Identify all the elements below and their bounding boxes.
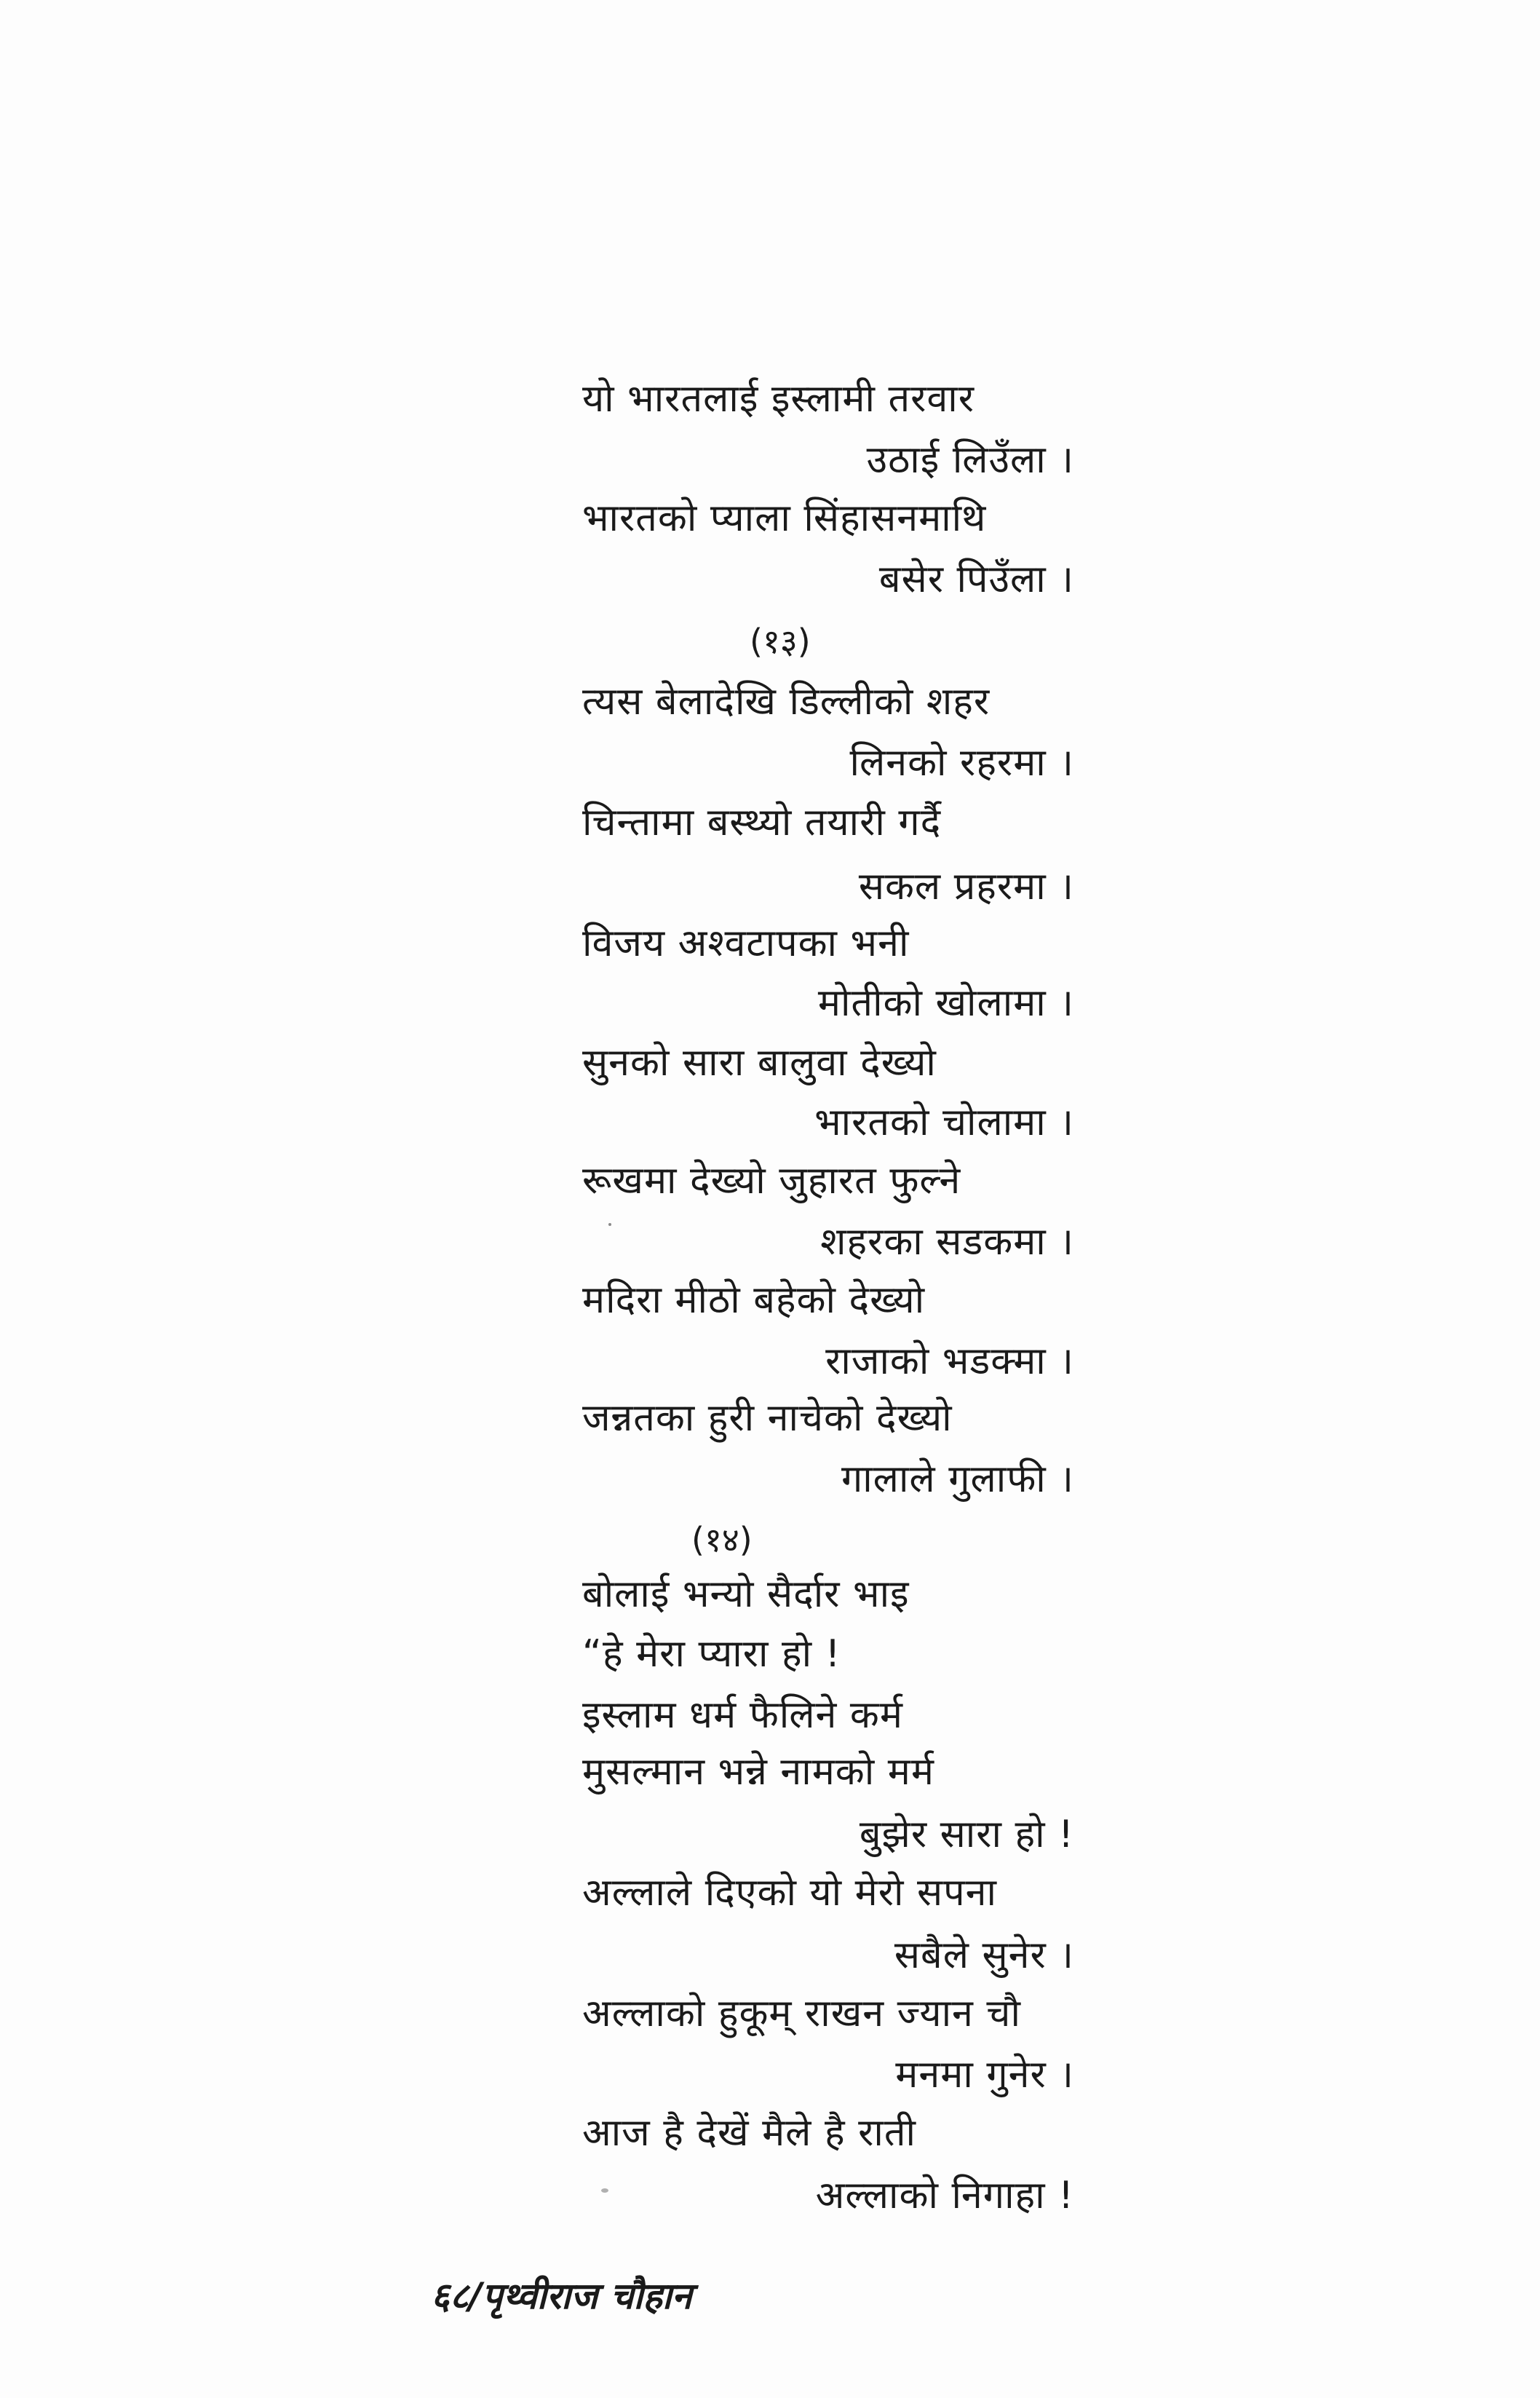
poem-line: विजय अश्वटापका भनी (582, 922, 910, 965)
poem-line: यो भारतलाई इस्लामी तरवार (582, 377, 975, 421)
poem-line: अल्लाले दिएको यो मेरो सपना (582, 1871, 997, 1915)
poem-line: चिन्तामा बस्थ्यो तयारी गर्दै (582, 801, 942, 844)
poem-line-indented: शहरका सडकमा । (820, 1220, 1074, 1264)
poem-line: जन्नतका हुरी नाचेको देख्यो (582, 1396, 953, 1440)
poem-line: सुनको सारा बालुवा देख्यो (582, 1041, 937, 1085)
poem-line-indented: लिनको रहरमा । (849, 741, 1074, 785)
poem-line: “हे मेरा प्यारा हो ! (582, 1632, 841, 1676)
poem-line-indented: राजाको भडक्मा । (825, 1340, 1074, 1383)
poem-line: आज है देखें मैले है राती (582, 2111, 916, 2155)
poem-line-indented: उठाई लिउँला । (866, 438, 1074, 482)
page-footer: ६८/पृथ्वीराज चौहान (431, 2275, 692, 2317)
poem-line: त्यस बेलादेखि डिल्लीको शहर (582, 680, 991, 724)
poem-line-indented: सबैले सुनेर । (894, 1934, 1074, 1977)
poem-line: भारतको प्याला सिंहासनमाथि (582, 496, 987, 540)
scan-speck (608, 1223, 611, 1226)
scan-speck (601, 2188, 608, 2193)
poem-line-indented: सकल प्रहरमा । (858, 865, 1074, 909)
stanza-number: (१३) (750, 622, 811, 661)
poem-line-indented: बुझेर सारा हो ! (859, 1813, 1074, 1856)
poem-line: बोलाई भन्यो सैर्दार भाइ (582, 1572, 910, 1616)
poem-line-indented: अल्लाको निगाहा ! (815, 2174, 1074, 2217)
poem-line: अल्लाको हुकूम् राखन ज्यान चौ (582, 1992, 1021, 2035)
poem-line: मुसल्मान भन्ने नामको मर्म (582, 1750, 934, 1794)
poem-line-indented: गालाले गुलाफी । (841, 1457, 1074, 1501)
stanza-number: (१४) (691, 1520, 753, 1559)
poem-line: मदिरा मीठो बहेको देख्यो (582, 1278, 926, 1322)
poem-line: इस्लाम धर्म फैलिने कर्म (582, 1693, 903, 1737)
poem-line-indented: बसेर पिउँला । (878, 558, 1074, 601)
poem-line-indented: मोतीको खोलामा । (817, 981, 1074, 1025)
poem-line: रूखमा देख्यो जुहारत फुल्ने (582, 1159, 961, 1203)
poem-line-indented: भारतको चोलामा । (814, 1101, 1074, 1144)
poem-line-indented: मनमा गुनेर । (895, 2053, 1074, 2097)
